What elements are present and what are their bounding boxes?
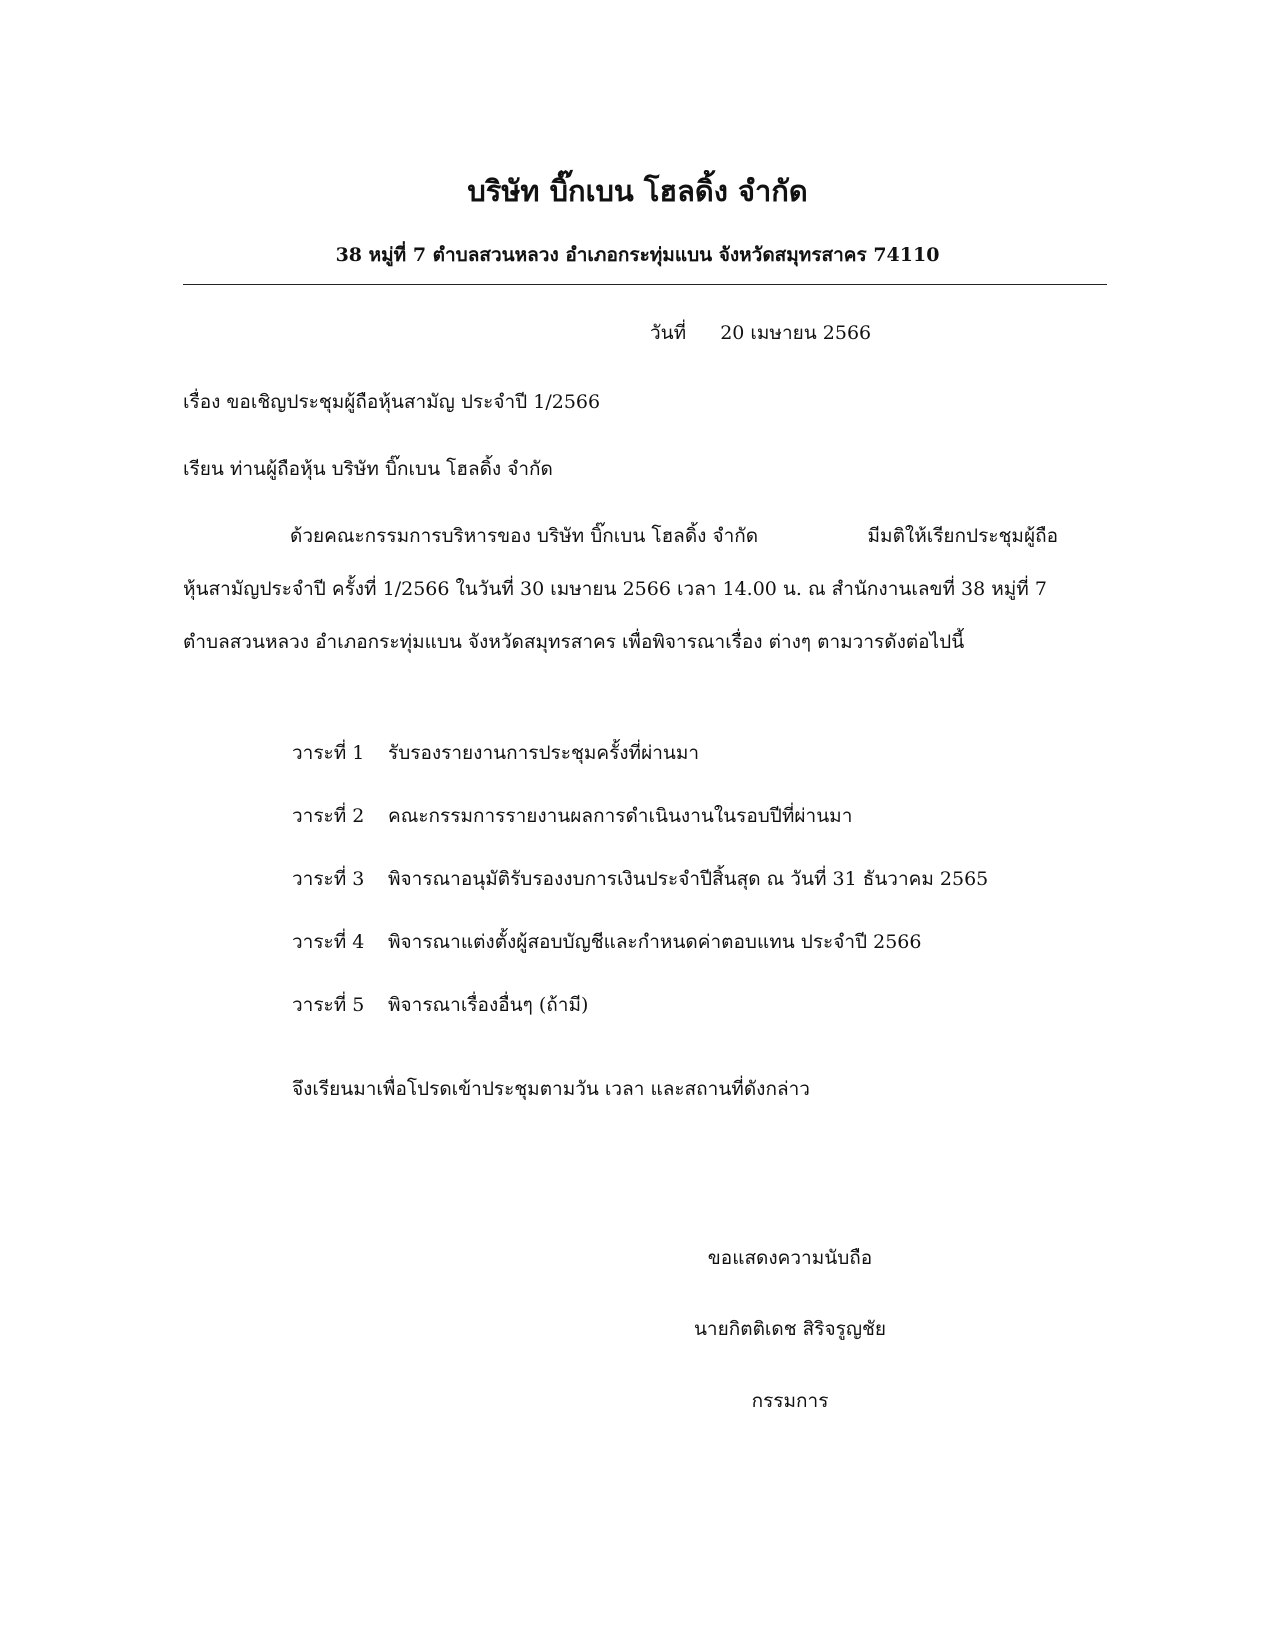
agenda-list: [292, 738, 988, 1053]
body-line-1-right: มีมติให้เรียกประชุมผู้ถือ: [867, 525, 1058, 547]
agenda-text: คณะกรรมการรายงานผลการดำเนินงานในรอบปีที่ผ่านมา: [388, 805, 853, 827]
agenda-number: วาระที่ 2: [292, 805, 365, 827]
date-label: วันที่: [650, 322, 687, 344]
letter-addressee: เรียน ท่านผู้ถือหุ้น บริษัท บิ๊กเบน โฮลดิ้ง จำกัด: [183, 458, 553, 480]
date-value: 20 เมษายน 2566: [720, 322, 872, 344]
agenda-item: [292, 801, 988, 864]
agenda-number: วาระที่ 3: [292, 868, 365, 890]
letter-subject: เรื่อง ขอเชิญประชุมผู้ถือหุ้นสามัญ ประจำปี 1/2566: [183, 391, 601, 413]
agenda-item: [292, 990, 988, 1053]
body-line-3: ตำบลสวนหลวง อำเภอกระทุ่มแบน จังหวัดสมุทรสาคร เพื่อพิจารณาเรื่อง ต่างๆ ตามวารดังต่อไปนี้: [183, 631, 965, 653]
company-name: บริษัท บิ๊กเบน โฮลดิ้ง จำกัด: [467, 174, 808, 208]
agenda-text: รับรองรายงานการประชุมครั้งที่ผ่านมา: [388, 742, 700, 764]
agenda-text: พิจารณาแต่งตั้งผู้สอบบัญชีและกำหนดค่าตอบแทน ประจำปี 2566: [388, 931, 922, 953]
agenda-number: วาระที่ 5: [292, 994, 365, 1016]
agenda-number: วาระที่ 4: [292, 931, 365, 953]
closing-statement: จึงเรียนมาเพื่อโปรดเข้าประชุมตามวัน เวลา และสถานที่ดังกล่าว: [292, 1078, 810, 1100]
header-divider: [183, 284, 1107, 285]
company-address: 38 หมู่ที่ 7 ตำบลสวนหลวง อำเภอกระทุ่มแบน จังหวัดสมุทรสาคร 74110: [335, 244, 940, 266]
agenda-text: พิจารณาอนุมัติรับรองงบการเงินประจำปีสิ้นสุด ณ วันที่ 31 ธันวาคม 2565: [388, 868, 989, 890]
agenda-item: [292, 927, 988, 990]
signatory-name: นายกิตติเดช สิริจรูญชัย: [693, 1318, 887, 1340]
signature-regards: ขอแสดงความนับถือ: [707, 1247, 873, 1269]
agenda-number: วาระที่ 1: [292, 742, 365, 764]
agenda-item: [292, 738, 988, 801]
body-line-2: หุ้นสามัญประจำปี ครั้งที่ 1/2566 ในวันที่ 30 เมษายน 2566 เวลา 14.00 น. ณ สำนักงานเลขที่ 38 หมู่ที่ 7: [183, 578, 1047, 600]
body-line-1: [290, 521, 1058, 551]
agenda-item: [292, 864, 988, 927]
signatory-title: กรรมการ: [751, 1390, 829, 1412]
letter-date: [650, 318, 871, 348]
agenda-text: พิจารณาเรื่องอื่นๆ (ถ้ามี): [388, 994, 589, 1016]
body-line-1-left: ด้วยคณะกรรมการบริหารของ บริษัท บิ๊กเบน โฮลดิ้ง จำกัด: [290, 525, 759, 547]
